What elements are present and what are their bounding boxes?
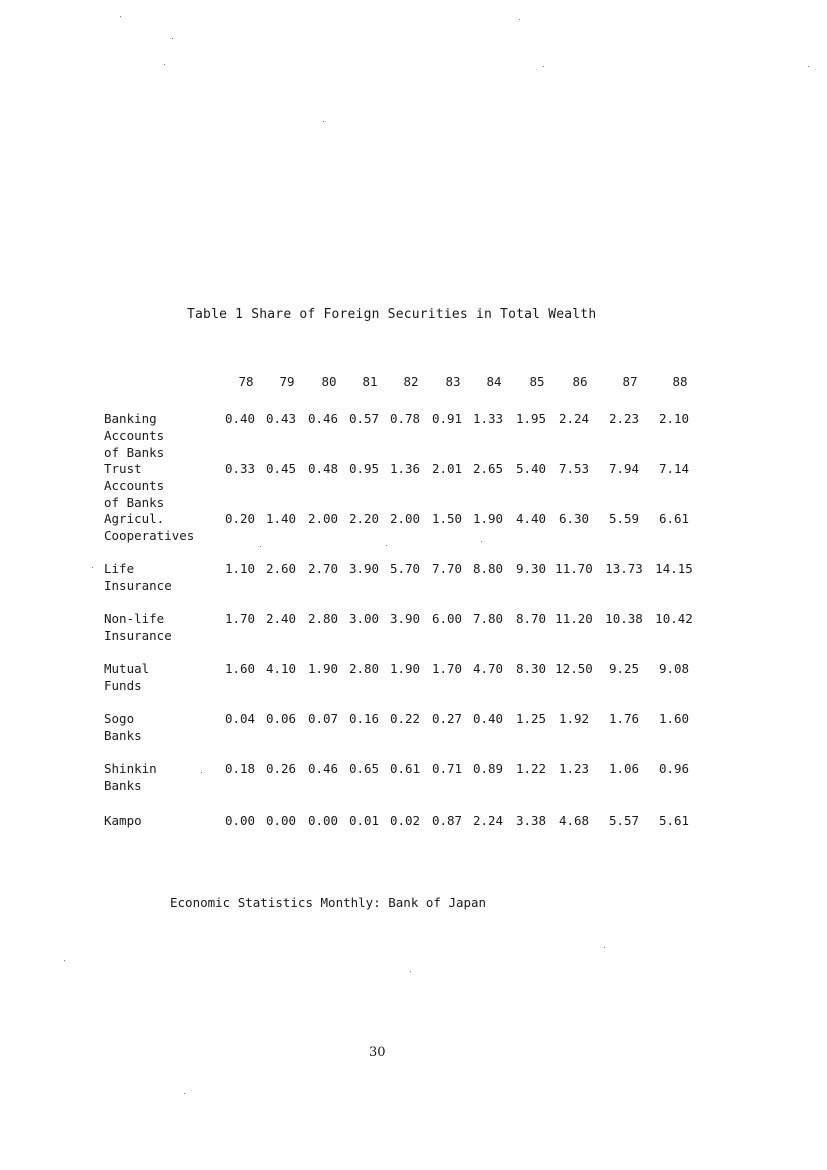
table-cell: 7.94 xyxy=(608,461,640,476)
table-cell: 2.00 xyxy=(389,511,421,526)
table-cell: 1.92 xyxy=(558,711,590,726)
table-cell: 7.53 xyxy=(558,461,590,476)
year-header-86: 86 xyxy=(572,374,588,389)
table-cell: 0.48 xyxy=(307,461,339,476)
table-cell: 2.20 xyxy=(348,511,380,526)
table-cell: 8.80 xyxy=(472,561,504,576)
table-cell: 4.40 xyxy=(515,511,547,526)
table-cell: 0.06 xyxy=(265,711,297,726)
table-cell: 1.60 xyxy=(658,711,690,726)
table-cell: 0.40 xyxy=(472,711,504,726)
table-row xyxy=(0,711,827,729)
table-cell: 11.70 xyxy=(555,561,593,576)
table-cell: 0.78 xyxy=(389,411,421,426)
table-cell: 9.08 xyxy=(658,661,690,676)
table-cell: 0.65 xyxy=(348,761,380,776)
table-cell: 5.59 xyxy=(608,511,640,526)
table-cell: 0.22 xyxy=(389,711,421,726)
scan-speck xyxy=(604,947,605,948)
table-cell: 0.00 xyxy=(224,813,256,828)
table-cell: 5.40 xyxy=(515,461,547,476)
table-cell: 2.70 xyxy=(307,561,339,576)
table-cell: 7.14 xyxy=(658,461,690,476)
table-cell: 8.30 xyxy=(515,661,547,676)
table-cell: 0.57 xyxy=(348,411,380,426)
table-cell: 0.87 xyxy=(431,813,463,828)
source-note: Economic Statistics Monthly: Bank of Japan xyxy=(170,895,487,910)
table-cell: 5.57 xyxy=(608,813,640,828)
year-header-82: 82 xyxy=(403,374,419,389)
table-cell: 0.95 xyxy=(348,461,380,476)
table-cell: 1.95 xyxy=(515,411,547,426)
table-cell: 1.25 xyxy=(515,711,547,726)
table-cell: 3.90 xyxy=(389,611,421,626)
scan-speck xyxy=(120,16,121,17)
table-cell: 0.01 xyxy=(348,813,380,828)
table-cell: 4.70 xyxy=(472,661,504,676)
table-row xyxy=(0,813,827,831)
table-cell: 6.00 xyxy=(431,611,463,626)
table-cell: 1.90 xyxy=(307,661,339,676)
table-cell: 1.50 xyxy=(431,511,463,526)
scan-speck xyxy=(410,971,411,972)
scan-speck xyxy=(64,960,65,961)
table-cell: 3.90 xyxy=(348,561,380,576)
year-header-row xyxy=(0,374,827,394)
scan-speck xyxy=(201,772,202,773)
row-label: Non-life Insurance xyxy=(104,611,172,643)
table-cell: 0.04 xyxy=(224,711,256,726)
year-header-87: 87 xyxy=(622,374,638,389)
table-cell: 1.60 xyxy=(224,661,256,676)
table-cell: 3.00 xyxy=(348,611,380,626)
table-cell: 1.36 xyxy=(389,461,421,476)
table-cell: 0.18 xyxy=(224,761,256,776)
table-cell: 1.90 xyxy=(389,661,421,676)
table-cell: 9.25 xyxy=(608,661,640,676)
table-cell: 0.00 xyxy=(265,813,297,828)
year-header-79: 79 xyxy=(279,374,295,389)
scan-speck xyxy=(481,541,482,542)
year-header-81: 81 xyxy=(362,374,378,389)
scan-speck xyxy=(808,66,809,67)
table-row xyxy=(0,661,827,679)
table-cell: 2.60 xyxy=(265,561,297,576)
table-cell: 1.23 xyxy=(558,761,590,776)
table-cell: 1.06 xyxy=(608,761,640,776)
table-cell: 2.23 xyxy=(608,411,640,426)
scan-speck xyxy=(184,1093,185,1094)
table-cell: 4.68 xyxy=(558,813,590,828)
page-number: 30 xyxy=(369,1045,386,1060)
table-cell: 2.24 xyxy=(472,813,504,828)
table-cell: 0.96 xyxy=(658,761,690,776)
table-cell: 6.61 xyxy=(658,511,690,526)
table-cell: 0.20 xyxy=(224,511,256,526)
table-cell: 1.22 xyxy=(515,761,547,776)
table-cell: 1.90 xyxy=(472,511,504,526)
row-label: Banking Accounts of Banks xyxy=(104,411,165,460)
table-cell: 2.24 xyxy=(558,411,590,426)
table-cell: 0.61 xyxy=(389,761,421,776)
table-cell: 0.16 xyxy=(348,711,380,726)
scan-speck xyxy=(543,66,544,67)
table-cell: 0.46 xyxy=(307,411,339,426)
table-cell: 5.70 xyxy=(389,561,421,576)
table-cell: 2.40 xyxy=(265,611,297,626)
table-row xyxy=(0,411,827,429)
table-cell: 2.80 xyxy=(307,611,339,626)
table-row xyxy=(0,611,827,629)
table-cell: 1.70 xyxy=(224,611,256,626)
year-header-83: 83 xyxy=(445,374,461,389)
table-row xyxy=(0,761,827,779)
table-row xyxy=(0,461,827,479)
row-label: Shinkin Banks xyxy=(104,761,157,793)
year-header-84: 84 xyxy=(486,374,502,389)
table-cell: 10.42 xyxy=(655,611,693,626)
row-label: Agricul. Cooperatives xyxy=(104,511,195,543)
table-cell: 1.70 xyxy=(431,661,463,676)
table-title: Table 1 Share of Foreign Securities in Total Wealth xyxy=(187,307,597,322)
table-cell: 2.80 xyxy=(348,661,380,676)
table-cell: 1.76 xyxy=(608,711,640,726)
table-cell: 10.38 xyxy=(605,611,643,626)
table-cell: 4.10 xyxy=(265,661,297,676)
table-cell: 0.27 xyxy=(431,711,463,726)
scan-speck xyxy=(260,546,261,547)
table-cell: 0.91 xyxy=(431,411,463,426)
table-cell: 0.02 xyxy=(389,813,421,828)
table-cell: 0.00 xyxy=(307,813,339,828)
row-label: Sogo Banks xyxy=(104,711,142,743)
row-label: Life Insurance xyxy=(104,561,172,593)
table-cell: 13.73 xyxy=(605,561,643,576)
year-header-85: 85 xyxy=(529,374,545,389)
table-cell: 2.10 xyxy=(658,411,690,426)
table-cell: 11.20 xyxy=(555,611,593,626)
table-cell: 12.50 xyxy=(555,661,593,676)
row-label: Trust Accounts of Banks xyxy=(104,461,165,510)
table-row xyxy=(0,561,827,579)
row-label: Kampo xyxy=(104,813,142,828)
table-cell: 0.33 xyxy=(224,461,256,476)
table-cell: 1.10 xyxy=(224,561,256,576)
table-cell: 5.61 xyxy=(658,813,690,828)
table-cell: 2.00 xyxy=(307,511,339,526)
table-cell: 7.80 xyxy=(472,611,504,626)
table-cell: 0.89 xyxy=(472,761,504,776)
scan-speck xyxy=(519,19,520,20)
table-cell: 0.26 xyxy=(265,761,297,776)
table-cell: 2.01 xyxy=(431,461,463,476)
table-cell: 14.15 xyxy=(655,561,693,576)
table-cell: 9.30 xyxy=(515,561,547,576)
scan-speck xyxy=(92,567,93,568)
scan-speck xyxy=(323,121,324,122)
table-cell: 7.70 xyxy=(431,561,463,576)
scan-speck xyxy=(164,64,165,65)
scan-speck xyxy=(172,38,173,39)
table-cell: 0.71 xyxy=(431,761,463,776)
table-cell: 1.40 xyxy=(265,511,297,526)
table-cell: 3.38 xyxy=(515,813,547,828)
table-cell: 2.65 xyxy=(472,461,504,476)
year-header-80: 80 xyxy=(321,374,337,389)
table-row xyxy=(0,511,827,529)
table-cell: 0.40 xyxy=(224,411,256,426)
table-cell: 0.46 xyxy=(307,761,339,776)
table-cell: 0.07 xyxy=(307,711,339,726)
year-header-88: 88 xyxy=(672,374,688,389)
scan-speck xyxy=(386,545,387,546)
table-cell: 8.70 xyxy=(515,611,547,626)
row-label: Mutual Funds xyxy=(104,661,150,693)
table-cell: 6.30 xyxy=(558,511,590,526)
year-header-78: 78 xyxy=(238,374,254,389)
table-cell: 1.33 xyxy=(472,411,504,426)
table-cell: 0.43 xyxy=(265,411,297,426)
table-cell: 0.45 xyxy=(265,461,297,476)
